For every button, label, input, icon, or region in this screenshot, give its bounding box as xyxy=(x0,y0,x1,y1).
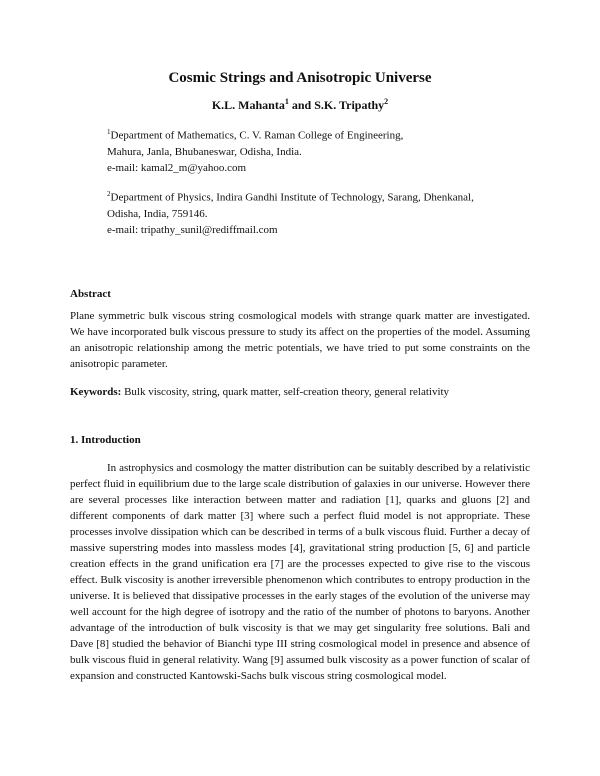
author-name: S.K. Tripathy xyxy=(314,98,385,112)
author-conjunction: and xyxy=(288,98,315,112)
affiliation-text: Department of Mathematics, C. V. Raman College of Engineering, xyxy=(110,129,404,142)
author-superscript: 2 xyxy=(384,97,389,106)
affiliation-line: Mahura, Janla, Bhubaneswar, Odisha, India. xyxy=(107,145,302,158)
abstract-text: Plane symmetric bulk viscous string cosmological models with strange quark matter are investigated. We have incorporated bulk viscous pressure to study its affect on the properties of the model. Assuming an anisotropic relationship among the metric potentials, we have tried to put some constraints on the anisotropic parameter. xyxy=(70,310,530,370)
affiliation-block xyxy=(107,124,403,176)
affiliation-email: e-mail: tripathy_sunil@rediffmail.com xyxy=(107,223,278,236)
affiliation-superscript: 2 xyxy=(107,190,111,198)
affiliation-line xyxy=(107,124,403,144)
keywords-label: Keywords: xyxy=(70,386,122,398)
author-name: K.L. Mahanta xyxy=(211,98,285,112)
affiliation-text: Department of Physics, Indira Gandhi Institute of Technology, Sarang, Dhenkanal, xyxy=(110,191,474,204)
keywords-text: Bulk viscosity, string, quark matter, self-creation theory, general relativity xyxy=(121,386,450,398)
abstract-heading: Abstract xyxy=(70,288,111,300)
introduction-heading: 1. Introduction xyxy=(70,434,141,446)
author-superscript: 1 xyxy=(284,97,289,106)
affiliation-block xyxy=(107,186,474,238)
author-line xyxy=(0,97,600,113)
affiliation-superscript: 1 xyxy=(107,128,111,136)
keywords-line xyxy=(70,384,530,400)
paper-title: Cosmic Strings and Anisotropic Universe xyxy=(168,70,432,86)
introduction-text: In astrophysics and cosmology the matter distribution can be suitably described by a relativistic perfect fluid in equilibrium due to the large scale distribution of galaxies in our universe. However there are several processes like interaction between matter and radiation [1], quarks and gluons [2] and different components of dark matter [3] where such a perfect fluid model is not appropriate. These processes involve dissipation which can be described in terms of a bulk viscous fluid. Further a decay of massive superstring modes into massless modes [4], gravitational string production [5, 6] and particle creation effects in the grand unification era [7] are the processes expected to give rise to the viscous effect. Bulk viscosity is another irreversible phenomenon which contributes to entropy production in the universe. It is believed that dissipative processes in the early stages of the evolution of the universe may well account for the high degree of isotropy and the ratio of the number of photons to baryons. Another advantage of the introduction of bulk viscosity is that we may get singularity free solutions. Bali and Dave [8] studied the behavior of Bianchi type III string cosmological model in presence and absence of bulk viscous fluid in general relativity. Wang [9] assumed bulk viscosity as a power function of scalar of expansion and constructed Kantowski-Sachs bulk viscous string cosmological model. xyxy=(70,462,530,682)
affiliation-line xyxy=(107,186,474,206)
affiliation-email: e-mail: kamal2_m@yahoo.com xyxy=(107,161,247,174)
affiliation-line: Odisha, India, 759146. xyxy=(107,207,208,220)
